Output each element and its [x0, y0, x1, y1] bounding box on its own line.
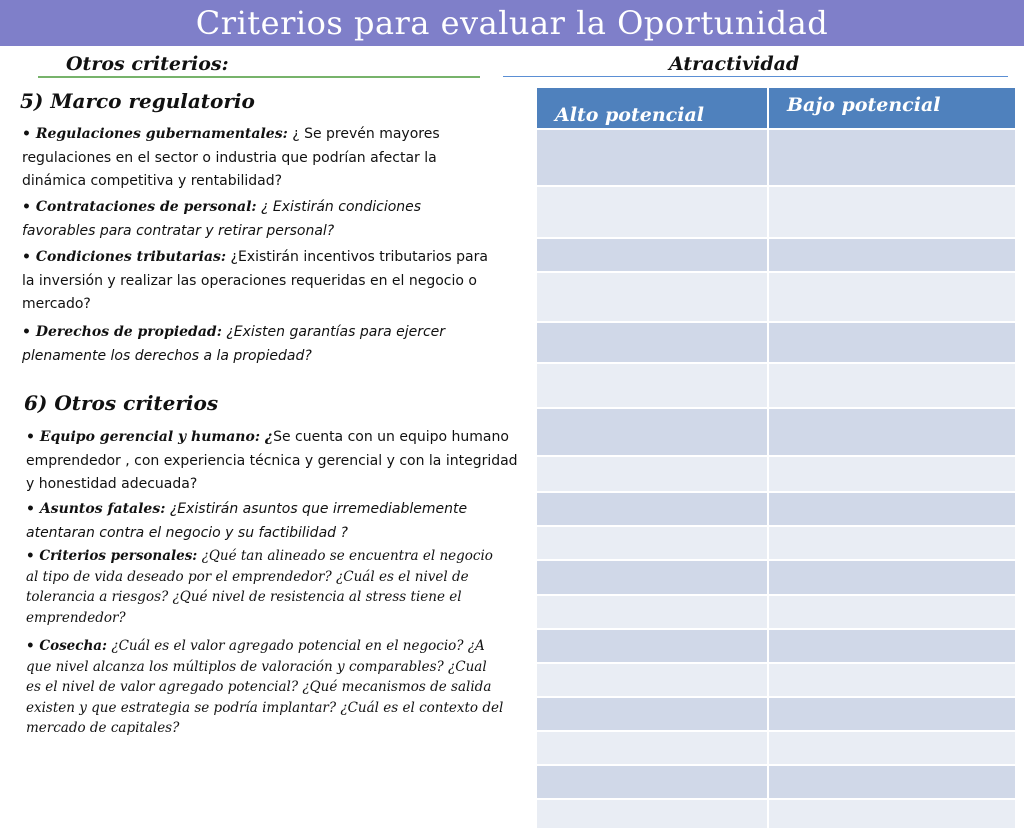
- reg-gubernamentales-item: [22, 123, 492, 194]
- item-text: ¿Existirán asuntos que irremediablemente atentaran contra el negocio y su factibilidad ?: [26, 501, 468, 541]
- item-label: • Cosecha:: [26, 638, 108, 654]
- bajo-cell[interactable]: [768, 629, 1016, 663]
- item-text: ¿ Existirán condiciones favorables para contratar y retirar personal?: [22, 199, 422, 239]
- alto-cell[interactable]: [536, 186, 768, 238]
- section6-heading: 6) Otros criterios: [24, 391, 219, 415]
- bajo-cell[interactable]: [768, 456, 1016, 492]
- item-label: • Asuntos fatales:: [26, 501, 166, 517]
- alto-cell[interactable]: [536, 492, 768, 526]
- item-text: ¿Qué tan alineado se encuentra el negocio al tipo de vida deseado por el emprendedor? ¿Cuál es el nivel de tolerancia a riesgos? ¿Qué nivel de resistencia al stress tiene el emprendedor?: [26, 548, 493, 626]
- table-row: [536, 322, 1016, 363]
- table-row: [536, 799, 1016, 829]
- table-row: [536, 363, 1016, 408]
- criterios-personales-item: [26, 546, 504, 628]
- alto-cell[interactable]: [536, 238, 768, 272]
- bajo-cell[interactable]: [768, 129, 1016, 186]
- table-header-row: [536, 87, 1016, 129]
- alto-cell[interactable]: [536, 322, 768, 363]
- alto-cell[interactable]: [536, 629, 768, 663]
- item-text: ¿ Se prevén mayores regulaciones en el sector o industria que podrían afectar la dinámica competitiva y rentabilidad?: [22, 126, 440, 189]
- attractiveness-table: [535, 86, 1017, 830]
- bajo-cell[interactable]: [768, 186, 1016, 238]
- alto-cell[interactable]: [536, 456, 768, 492]
- alto-cell[interactable]: [536, 663, 768, 697]
- alto-cell[interactable]: [536, 731, 768, 765]
- bajo-cell[interactable]: [768, 408, 1016, 456]
- alto-cell[interactable]: [536, 526, 768, 560]
- bajo-cell[interactable]: [768, 560, 1016, 595]
- item-label: • Derechos de propiedad:: [22, 324, 222, 340]
- slide-title: Criterios para evaluar la Oportunidad: [0, 0, 1024, 46]
- alto-cell[interactable]: [536, 595, 768, 629]
- item-text: ¿Existirán incentivos tributarios para la inversión y realizar las operaciones requeridas en el negocio o mercado?: [22, 249, 488, 312]
- table-row: [536, 408, 1016, 456]
- item-label: • Criterios personales:: [26, 548, 198, 564]
- bajo-cell[interactable]: [768, 492, 1016, 526]
- bajo-cell[interactable]: [768, 731, 1016, 765]
- table-row: [536, 765, 1016, 799]
- equipo-item: [26, 426, 524, 497]
- left-header-rule: [38, 76, 480, 78]
- left-header: Otros criterios:: [66, 53, 229, 75]
- table-row: [536, 129, 1016, 186]
- table-row: [536, 456, 1016, 492]
- propiedad-item: [22, 321, 492, 368]
- bajo-cell[interactable]: [768, 595, 1016, 629]
- bajo-cell[interactable]: [768, 765, 1016, 799]
- item-text: ¿Cuál es el valor agregado potencial en el negocio? ¿A que nivel alcanza los múltiplos de valoración y comparables? ¿Cual es el nivel de valor agregado potencial? ¿Qué mecanismos de salida existen y que estrategia se podría implantar? ¿Cuál es el contexto del mercado de capitales?: [26, 638, 504, 736]
- alto-cell[interactable]: [536, 408, 768, 456]
- bajo-cell[interactable]: [768, 663, 1016, 697]
- table-row: [536, 186, 1016, 238]
- table-row: [536, 492, 1016, 526]
- right-header: Atractividad: [669, 53, 800, 75]
- alto-cell[interactable]: [536, 363, 768, 408]
- table-row: [536, 629, 1016, 663]
- column-header-bajo: Bajo potencial: [768, 87, 1016, 129]
- table-row: [536, 272, 1016, 322]
- table-row: [536, 238, 1016, 272]
- contrataciones-item: [22, 196, 492, 243]
- table-body: [536, 129, 1016, 829]
- alto-cell[interactable]: [536, 697, 768, 731]
- bajo-cell[interactable]: [768, 799, 1016, 829]
- alto-cell[interactable]: [536, 272, 768, 322]
- table-row: [536, 560, 1016, 595]
- bajo-cell[interactable]: [768, 363, 1016, 408]
- column-header-alto: Alto potencial: [536, 87, 768, 129]
- table-row: [536, 663, 1016, 697]
- table-row: [536, 595, 1016, 629]
- bajo-cell[interactable]: [768, 272, 1016, 322]
- item-label: • Contrataciones de personal:: [22, 199, 257, 215]
- alto-cell[interactable]: [536, 765, 768, 799]
- item-label: • Regulaciones gubernamentales:: [22, 126, 288, 142]
- alto-cell[interactable]: [536, 560, 768, 595]
- table-row: [536, 526, 1016, 560]
- bajo-cell[interactable]: [768, 238, 1016, 272]
- table-row: [536, 731, 1016, 765]
- bajo-cell[interactable]: [768, 322, 1016, 363]
- alto-cell[interactable]: [536, 129, 768, 186]
- item-label: • Equipo gerencial y humano: ¿: [26, 429, 274, 445]
- cosecha-item: [26, 636, 504, 739]
- asuntos-fatales-item: [26, 498, 504, 545]
- item-label: • Condiciones tributarias:: [22, 249, 227, 265]
- alto-cell[interactable]: [536, 799, 768, 829]
- bajo-cell[interactable]: [768, 697, 1016, 731]
- bajo-cell[interactable]: [768, 526, 1016, 560]
- right-header-rule: [503, 76, 1008, 77]
- item-text: Se cuenta con un equipo humano emprendedor , con experiencia técnica y gerencial y con la integridad y honestidad adecuada?: [26, 429, 518, 492]
- tributarias-item: [22, 246, 502, 317]
- table-row: [536, 697, 1016, 731]
- item-text: ¿Existen garantías para ejercer plenamente los derechos a la propiedad?: [22, 324, 446, 364]
- section5-heading: 5) Marco regulatorio: [20, 89, 255, 113]
